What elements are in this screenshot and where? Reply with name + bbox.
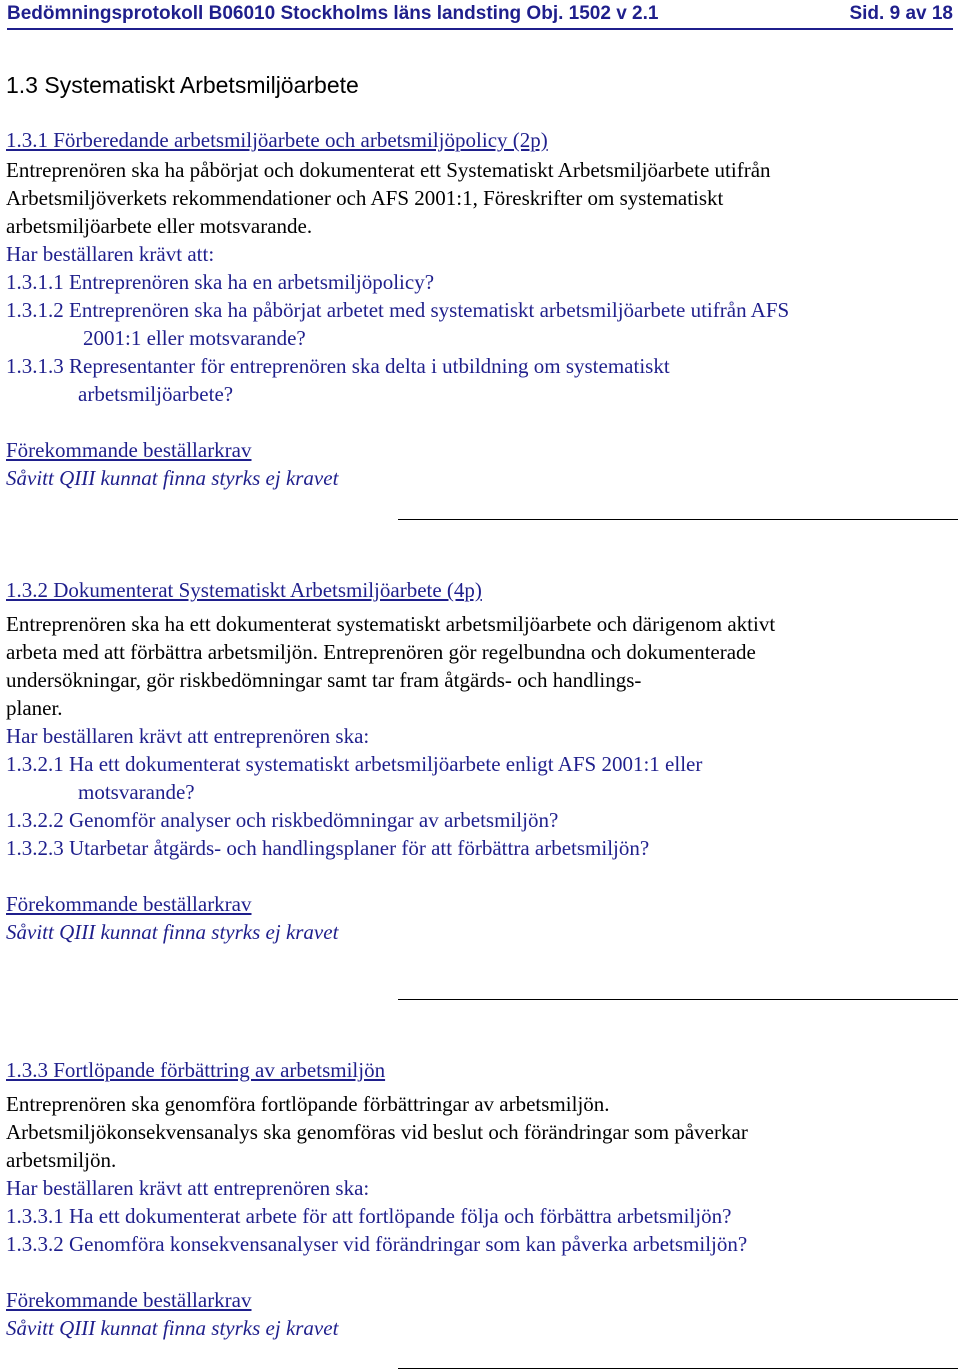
paragraph-line: undersökningar, gör riskbedömningar samt tar fram åtgärds- och handlings-	[6, 668, 642, 692]
header-page-number: Sid. 9 av 18	[849, 3, 953, 24]
question-1-3-1-3-cont: arbetsmiljöarbete?	[78, 382, 234, 406]
heading-1-3-3: 1.3.3 Fortlöpande förbättring av arbetsmiljön	[6, 1058, 386, 1082]
requirements-intro: Har beställaren krävt att entreprenören ska:	[6, 1176, 370, 1200]
section-title: 1.3 Systematiskt Arbetsmiljöarbete	[6, 72, 359, 98]
heading-1-3-2: 1.3.2 Dokumenterat Systematiskt Arbetsmiljöarbete (4p)	[6, 578, 482, 602]
assessment-verdict: Såvitt QIII kunnat finna styrks ej kravet	[6, 1316, 339, 1340]
occurring-requirements-label: Förekommande beställarkrav	[6, 892, 252, 916]
paragraph-line: Arbetsmiljökonsekvensanalys ska genomföras vid beslut och förändringar som påverkar	[6, 1120, 748, 1144]
question-1-3-3-2: 1.3.3.2 Genomföra konsekvensanalyser vid förändringar som kan påverka arbetsmiljön?	[6, 1232, 748, 1256]
question-1-3-1-3: 1.3.1.3 Representanter för entreprenören ska delta i utbildning om systematiskt	[6, 354, 670, 378]
paragraph-line: Entreprenören ska ha påbörjat och dokumenterat ett Systematiskt Arbetsmiljöarbete utifrån	[6, 158, 771, 182]
question-1-3-3-1: 1.3.3.1 Ha ett dokumenterat arbete för att fortlöpande följa och förbättra arbetsmiljön?	[6, 1204, 732, 1228]
paragraph-line: arbetsmiljöarbete eller motsvarande.	[6, 214, 313, 238]
question-1-3-2-3: 1.3.2.3 Utarbetar åtgärds- och handlingsplaner för att förbättra arbetsmiljön?	[6, 836, 650, 860]
paragraph-line: Entreprenören ska ha ett dokumenterat systematiskt arbetsmiljöarbete och därigenom aktivt	[6, 612, 776, 636]
requirements-intro: Har beställaren krävt att entreprenören ska:	[6, 724, 370, 748]
requirements-intro: Har beställaren krävt att:	[6, 242, 215, 266]
paragraph-line: planer.	[6, 696, 63, 720]
assessment-verdict: Såvitt QIII kunnat finna styrks ej kravet	[6, 920, 339, 944]
header-document-title: Bedömningsprotokoll B06010 Stockholms läns landsting Obj. 1502 v 2.1	[7, 3, 659, 24]
occurring-requirements-label: Förekommande beställarkrav	[6, 1288, 252, 1312]
page-header	[7, 3, 953, 25]
heading-1-3-1: 1.3.1 Förberedande arbetsmiljöarbete och arbetsmiljöpolicy (2p)	[6, 128, 548, 152]
assessment-verdict: Såvitt QIII kunnat finna styrks ej kravet	[6, 466, 339, 490]
paragraph-line: Entreprenören ska genomföra fortlöpande förbättringar av arbetsmiljön.	[6, 1092, 610, 1116]
question-1-3-2-1-cont: motsvarande?	[78, 780, 195, 804]
question-1-3-1-2-cont: 2001:1 eller motsvarande?	[83, 326, 306, 350]
question-1-3-2-1: 1.3.2.1 Ha ett dokumenterat systematiskt arbetsmiljöarbete enligt AFS 2001:1 eller	[6, 752, 703, 776]
question-1-3-1-1: 1.3.1.1 Entreprenören ska ha en arbetsmiljöpolicy?	[6, 270, 435, 294]
paragraph-line: arbeta med att förbättra arbetsmiljön. Entreprenören gör regelbundna och dokumenterade	[6, 640, 756, 664]
signature-line	[398, 519, 958, 520]
paragraph-line: Arbetsmiljöverkets rekommendationer och AFS 2001:1, Föreskrifter om systematiskt	[6, 186, 724, 210]
signature-line	[398, 999, 958, 1000]
question-1-3-2-2: 1.3.2.2 Genomför analyser och riskbedömningar av arbetsmiljön?	[6, 808, 559, 832]
signature-line	[398, 1368, 958, 1369]
paragraph-line: arbetsmiljön.	[6, 1148, 117, 1172]
occurring-requirements-label: Förekommande beställarkrav	[6, 438, 252, 462]
header-divider	[7, 28, 953, 30]
question-1-3-1-2: 1.3.1.2 Entreprenören ska ha påbörjat arbetet med systematiskt arbetsmiljöarbete utifrån AFS	[6, 298, 790, 322]
